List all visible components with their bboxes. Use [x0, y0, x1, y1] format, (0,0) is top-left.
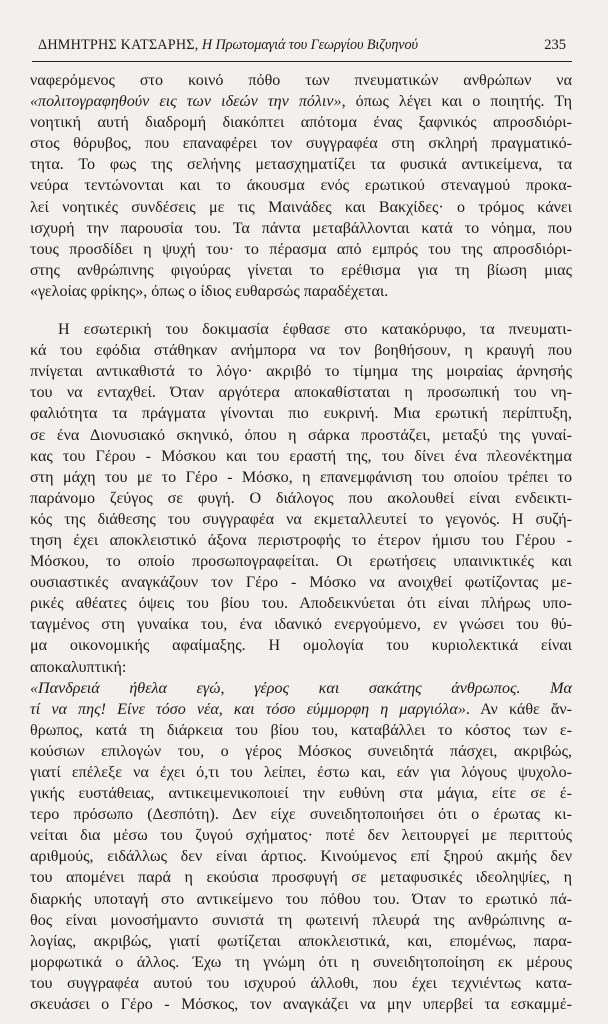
- text-line: κά του εφόδια στάθηκαν ανήμπορα να τον βοηθήσουν, η κραυγή που: [30, 342, 572, 360]
- text-line: του απομένει παρά η εκούσια προσφυγή σε μεταφυσικές ιδεοληψίες, η: [30, 869, 572, 887]
- text-line: θος είναι μονοσήμαντο συνιστά τη φωτεινή πλευρά της ανθρώπινης α-: [30, 911, 572, 929]
- text-line: αριθμούς, ειδάλλως δεν είναι άρτιος. Κινούμενος επί ξηρού ακμής δεν: [30, 848, 572, 866]
- body-text: [30, 70, 572, 1015]
- quote-text-1: «Πανδρειά ήθελα εγώ, γέρος και σακάτης άνθρωπος. Μα: [30, 679, 572, 697]
- paragraph-2: [30, 319, 572, 678]
- paragraph-gap: [30, 302, 572, 319]
- text-line: ναφερόμενος στο κοινό πόθο των πνευματικών ανθρώπων να: [30, 72, 572, 89]
- quoted-phrase: «πολιτογραφηθούν εις των ιδεών την πόλιν»: [30, 93, 342, 111]
- text-line: κούσιων επιλογών του, ο γέρος Μόσκος συνειδητά πάσχει, ακριβώς,: [30, 742, 572, 760]
- text-line: τηση έχει αποκλειστικό άξονα περιστροφής το έτερον ήμισυ του Γέρου -: [30, 531, 572, 549]
- text-line: τους προσδίδει η ψυχή του· το πέρασμα από εμπρός του της απροσδιόρι-: [30, 240, 572, 258]
- text-line: κας του Γέρου - Μόσκου και του εραστή της, του δίνει ένα πλεονέκτημα: [30, 447, 572, 465]
- text-line: ταγμένος στη γυναίκα του, ένα ιδανικό ενεργούμενο, εν γνώσει του θύ-: [30, 616, 572, 634]
- text-line-quote-2: [30, 699, 572, 720]
- text-line: διαρκής υποταγή στο αντικείμενο του πόθου του. Όταν το ερωτικό πά-: [30, 890, 572, 908]
- text-line: παράνομο ζεύγος σε φυγή. Ο διάλογος που ακολουθεί είναι ενδεικτι-: [30, 489, 572, 507]
- quote-text-2: τί να πης! Είνε τόσο νέα, και τόσο εύμμορφη η μαργιόλα»: [30, 700, 466, 718]
- text-line: κός της διάθεσης του συγγραφέα να εκμεταλλευτεί το γεγονός. Η συζή-: [30, 510, 572, 528]
- text-line: λογίας, ακριβώς, γιατί φωτίζεται αποκλειστικά, και, επομένως, παρα-: [30, 932, 572, 950]
- text-line: «γελοίας φρίκης», όπως ο ίδιος ευθαρσώς παραδέχεται.: [30, 282, 389, 300]
- text-line: φαλιότητα τα πράγματα γίνονται πιο ευκρινή. Μια ερωτική περίπτυξη,: [30, 405, 572, 423]
- text-line: μα οικονομικής αφαίμαξης. Η ομολογία του κυριολεκτικά είναι: [30, 637, 572, 655]
- text-line: σκευάσει ο Γέρο - Μόσκος, τον αναγκάζει να μην υπερβεί τα εσκαμμέ-: [30, 996, 572, 1014]
- page-header: [38, 37, 570, 59]
- text-line: Μόσκου, το οποίο προσωπογραφείται. Οι ερωτήσεις υπαινικτικές και: [30, 553, 572, 571]
- text-line: τητα. Το φως της σελήνης μετασχηματίζει τα φυσικά αντικείμενα, τα: [30, 156, 572, 174]
- text-line: ουσιαστικές αναγκάζουν τον Γέρο - Μόσκο να ανοιχθεί φωτίζοντας με-: [30, 574, 572, 592]
- text-line: Η εσωτερική του δοκιμασία έφθασε στο κατακόρυφο, τα πνευματι-: [58, 321, 572, 339]
- text-line: αποκαλυπτική:: [30, 658, 127, 676]
- text-line: μορφωτικά ο άλλος. Έχω τη γνώμη ότι η συνειδητοποίηση εκ μέρους: [30, 953, 572, 971]
- text-line: λεί νοητικές συνδέσεις με τις Μαινάδες και Βακχίδες· ο τρόμος κάνει: [30, 198, 572, 216]
- text-line: στη μάχη του με το Γέρο - Μόσκο, η επανεμφάνιση του οποίου τρέπει το: [30, 468, 572, 486]
- text-line: στος θόρυβος, που επαναφέρει τον συγγραφέα στη σκληρή πραγματικό-: [30, 135, 572, 153]
- text-line: γικής ευστάθειας, αντικειμενικοποιεί την ευθύνη στα μάγια, είτε σε έ-: [30, 785, 572, 803]
- text-line: του συγγραφέα αυτού του ισχυρού άλλοθι, που έχει τεχνιέντως κατα-: [30, 974, 572, 992]
- text-line: νεύρα τεντώνονται και το άκουσμα ενός ερωτικού στεναγμού προκα-: [30, 177, 572, 195]
- running-head: [38, 37, 418, 54]
- paragraph-2-continued: [30, 720, 572, 1015]
- paragraph-1: [30, 70, 572, 302]
- running-head-author: ΔΗΜΗΤΡΗΣ ΚΑΤΣΑΡΗΣ,: [38, 37, 199, 53]
- quote-after-text: . Αν κάθε ἄν-: [465, 700, 572, 718]
- text-line: γιατί επέλεξε να έχει ό,τι του λείπει, έστω και, εάν για λόγους ψυχολο-: [30, 764, 572, 781]
- text-line: στης ανθρώπινης φιγούρας γίνεται το ερέθισμα για τη βίωση μιας: [30, 261, 572, 279]
- running-head-title: Η Πρωτομαγιά του Γεωργίου Βιζυηνού: [198, 37, 418, 53]
- text-line: θρωπος, κατά τη διάρκεια του βίου του, καταβάλλει το κόστος των ε-: [30, 721, 572, 739]
- text-line: του να ενταχθεί. Όταν αργότερα αποκαθίσταται η προσωπική του νη-: [30, 384, 572, 402]
- text-line: τερο πρόσωπο (Δεσπότη). Δεν είχε συνειδητοποιήσει ότι ο έρωτας κι-: [30, 806, 572, 824]
- header-rule: [32, 61, 572, 62]
- text-line: ισχυρή την παρουσία του. Τα πάντα μεταβάλλονται κατά το νόημα, που: [30, 219, 572, 237]
- page-number: 235: [544, 37, 566, 53]
- text-line: πνίγεται αντικαθιστά το λόγο· ακριβό το τίμημα της μοιραίας άρνησής: [30, 363, 572, 381]
- text-line: νοητική αυτή διαδρομή διακόπτει απότομα ένας ξαφνικός απροσδιόρι-: [30, 114, 572, 132]
- text-line: «πολιτογραφηθούν εις των ιδεών την πόλιν», όπως λέγει και ο ποιητής. Τη: [30, 93, 573, 111]
- text-line: σε ένα Διονυσιακό σκηνικό, όπου η σάρκα προστάζει, μεταξύ της γυναί-: [30, 426, 572, 444]
- text-line-quote-1: [30, 678, 572, 699]
- text-line: ρικές αθέατες όψεις του βίου του. Αποδεικνύεται ότι είναι πλήρως υπο-: [30, 595, 572, 613]
- text-line: νείται δια μέσω του ζυγού σχήματος· ποτέ δεν λειτουργεί με περιττούς: [30, 827, 572, 845]
